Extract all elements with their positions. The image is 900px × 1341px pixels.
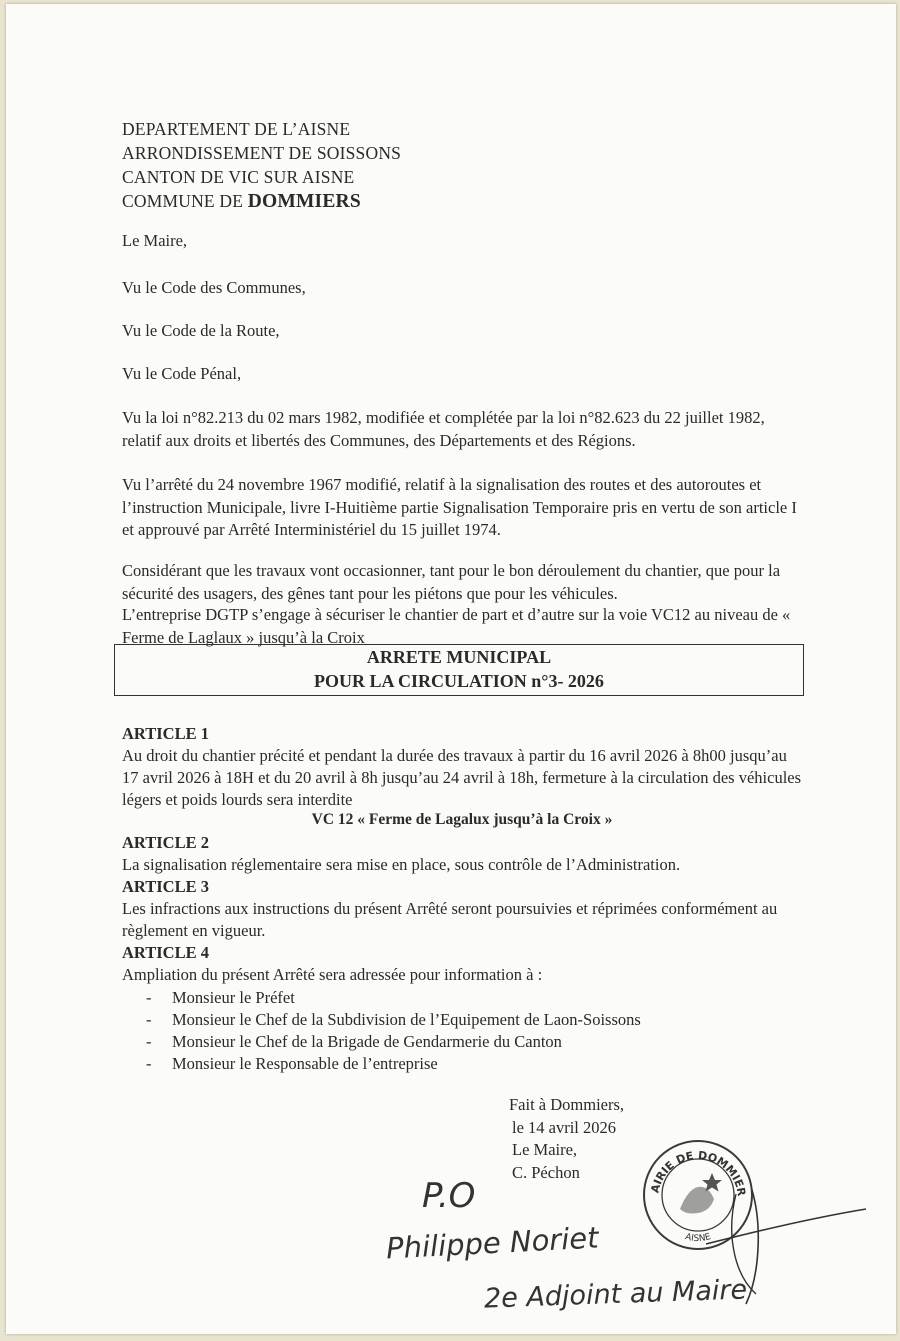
article-4-text: Ampliation du présent Arrêté sera adressée pour information à : [122,965,543,984]
handwritten-signer-role: 2e Adjoint au Maire [483,1274,748,1315]
article-1-text: Au droit du chantier précité et pendant la durée des travaux à partir du 16 avril 2026 à 8h00 jusqu’au 17 avril 2026 à 18H et du 20 avril à 8h jusqu’au 24 avril à 18h, fermeture à la circulation des véhicules légers et poids lourds sera interdite [122,746,802,809]
list-item: - Monsieur le Chef de la Brigade de Gendarmerie du Canton [146,1032,562,1051]
list-item: - Monsieur le Préfet [146,988,295,1007]
document-page [6,4,896,1334]
article-2-text: La signalisation réglementaire sera mise en place, sous contrôle de l’Administration. [122,855,681,874]
header-commune-name: DOMMIERS [247,191,361,212]
signature-date: le 14 avril 2026 [512,1117,617,1137]
arrete-title-line2: POUR LA CIRCULATION n°3- 2026 [314,671,604,691]
signature-role: Le Maire, [512,1140,578,1159]
article-3-heading: ARTICLE 3 [122,877,209,896]
handwritten-po: P.O [422,1176,476,1216]
vu-loi: Vu la loi n°82.213 du 02 mars 1982, modifiée et complétée par la loi n°82.623 du 22 juillet 1982, relatif aux droits et libertés des Communes, des Départements et des Régions. [122,408,765,450]
list-item: - Monsieur le Responsable de l’entreprise [146,1054,438,1073]
vu-code-route: Vu le Code de la Route, [122,321,280,340]
vu-code-penal: Vu le Code Pénal, [122,364,242,383]
header-department: DEPARTEMENT DE L’AISNE [122,119,351,139]
svg-text:AISNE: AISNE [683,1232,713,1245]
intro-maire: Le Maire, [122,231,188,250]
header-arrondissement: ARRONDISSEMENT DE SOISSONS [122,143,402,163]
header-canton: CANTON DE VIC SUR AISNE [122,167,355,187]
article-1-road: VC 12 « Ferme de Lagalux jusqu’à la Croix » [311,811,613,828]
header-commune [122,189,401,214]
entreprise-statement: L’entreprise DGTP s’engage à sécuriser le chantier de part et d’autre sur la voie VC12 au niveau de « Ferme de Laglaux » jusqu’à la Croix [122,605,791,647]
document-header [122,117,401,214]
considerant: Considérant que les travaux vont occasionner, tant pour le bon déroulement du chantier, que pour la sécurité des usagers, des gênes tant pour les piétons que pour les véhicules. [122,561,781,603]
vu-arrete: Vu l’arrêté du 24 novembre 1967 modifié, relatif à la signalisation des routes et des autoroutes et l’instruction Municipale, livre I-Huitième partie Signalisation Temporaire pris en vertu de son article I et approuvé par Arrêté Interministériel du 15 juillet 1974. [122,475,797,539]
list-item: - Monsieur le Chef de la Subdivision de l’Equipement de Laon-Soissons [146,1010,641,1029]
handwritten-signer: Philippe Noriet [385,1220,600,1266]
article-4-heading: ARTICLE 4 [122,943,209,962]
ampliation-list [146,987,641,1075]
signature-scribble-icon [566,1164,876,1324]
signature-place: Fait à Dommiers, [509,1095,625,1114]
arrete-title-box [114,644,804,696]
signature-name: C. Péchon [512,1162,580,1182]
header-commune-prefix: COMMUNE DE [122,191,248,211]
svg-text:MAIRIE DE DOMMIERS: AIRIE DE DOMMIER [648,1148,749,1198]
arrete-title-line1: ARRETE MUNICIPAL [366,647,552,667]
article-3-text: Les infractions aux instructions du présent Arrêté seront poursuivies et réprimées conformément au règlement en vigueur. [122,899,778,940]
vu-code-communes: Vu le Code des Communes, [122,278,306,297]
article-2-heading: ARTICLE 2 [122,833,209,852]
article-1-heading: ARTICLE 1 [122,724,209,743]
